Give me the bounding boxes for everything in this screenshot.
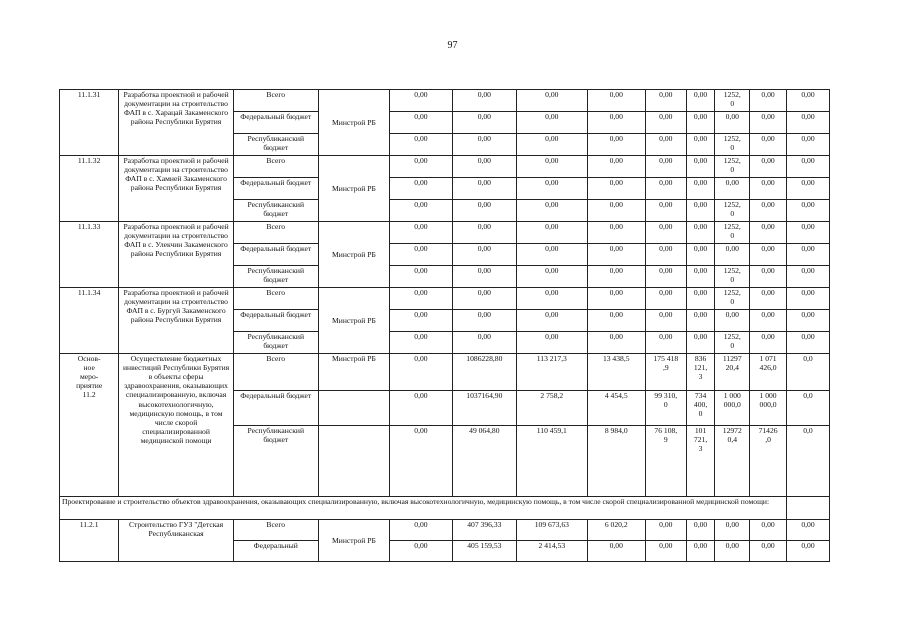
value-cell: 0,0 <box>786 426 829 497</box>
value-cell: 0,00 <box>645 520 686 541</box>
value-cell: 0,00 <box>750 332 787 354</box>
value-cell: 0,00 <box>645 266 686 288</box>
row-description: Осуществление бюджетных инвестиций Республики Бурятия в объекты сферы здравоохранения, оказывающих специализированную, включая высокотехнологичную, медицинскую помощь, в том числе скорой специализированной медицинской помощи <box>119 354 234 497</box>
section-heading: Проектирование и строительство объектов здравоохранения, оказывающих специализированную, включая высокотехнологичную, медицинскую помощь, в том числе скорой специализированной медицинской помощи: <box>60 497 787 520</box>
funding-source: Республиканский бюджет <box>233 134 318 156</box>
value-cell: 0,00 <box>645 112 686 134</box>
value-cell: 0,00 <box>587 541 645 562</box>
value-cell: 11297 20,4 <box>715 354 750 391</box>
value-cell: 101 721, 3 <box>686 426 715 497</box>
value-cell: 0,00 <box>517 288 588 310</box>
value-cell: 1252, 0 <box>715 222 750 244</box>
section-heading-empty <box>786 497 829 520</box>
row-number: 11.1.32 <box>60 156 119 222</box>
value-cell: 4 454,5 <box>587 391 645 426</box>
value-cell: 0,00 <box>390 200 452 222</box>
value-cell: 0,00 <box>686 156 715 178</box>
value-cell: 0,00 <box>517 332 588 354</box>
funding-source: Республиканский бюджет <box>233 200 318 222</box>
value-cell: 0,00 <box>645 244 686 266</box>
value-cell: 0,00 <box>645 310 686 332</box>
value-cell: 0,00 <box>587 288 645 310</box>
value-cell: 0,00 <box>686 222 715 244</box>
value-cell: 0,00 <box>390 266 452 288</box>
value-cell: 0,00 <box>786 200 829 222</box>
value-cell: 1252, 0 <box>715 200 750 222</box>
value-cell: 0,00 <box>645 156 686 178</box>
value-cell: 0,00 <box>452 112 516 134</box>
value-cell: 0,00 <box>517 266 588 288</box>
value-cell: 0,00 <box>390 541 452 562</box>
value-cell: 0,00 <box>587 134 645 156</box>
value-cell: 0,00 <box>750 90 787 112</box>
value-cell: 1252, 0 <box>715 134 750 156</box>
responsible-ministry: Минстрой РБ <box>318 90 390 156</box>
value-cell: 0,00 <box>750 200 787 222</box>
value-cell: 0,00 <box>750 178 787 200</box>
value-cell: 0,00 <box>452 310 516 332</box>
value-cell: 0,00 <box>686 134 715 156</box>
value-cell: 0,00 <box>587 244 645 266</box>
value-cell: 0,0 <box>786 391 829 426</box>
funding-source: Всего <box>233 354 318 391</box>
value-cell: 0,00 <box>786 288 829 310</box>
value-cell: 0,00 <box>517 222 588 244</box>
funding-source: Федеральный бюджет <box>233 112 318 134</box>
value-cell: 0,00 <box>715 520 750 541</box>
value-cell: 0,00 <box>517 134 588 156</box>
value-cell: 0,00 <box>587 90 645 112</box>
value-cell: 0,00 <box>786 541 829 562</box>
value-cell: 0,00 <box>390 222 452 244</box>
funding-source: Всего <box>233 288 318 310</box>
value-cell: 0,00 <box>686 112 715 134</box>
value-cell: 0,00 <box>390 310 452 332</box>
row-number: 11.1.34 <box>60 288 119 354</box>
value-cell: 0,00 <box>587 112 645 134</box>
value-cell: 109 673,63 <box>517 520 588 541</box>
value-cell: 0,00 <box>786 222 829 244</box>
value-cell: 0,00 <box>452 288 516 310</box>
value-cell: 0,00 <box>452 156 516 178</box>
value-cell: 0,00 <box>517 244 588 266</box>
value-cell: 0,00 <box>786 112 829 134</box>
funding-source: Всего <box>233 222 318 244</box>
value-cell: 0,00 <box>517 156 588 178</box>
value-cell: 0,00 <box>786 266 829 288</box>
value-cell: 0,00 <box>750 310 787 332</box>
value-cell: 0,00 <box>517 200 588 222</box>
value-cell: 0,00 <box>390 134 452 156</box>
value-cell: 1252, 0 <box>715 266 750 288</box>
value-cell: 0,00 <box>686 200 715 222</box>
funding-source: Федеральный бюджет <box>233 310 318 332</box>
value-cell: 0,00 <box>750 156 787 178</box>
row-description: Разработка проектной и рабочей документации на строительство ФАП в с. Улекчин Закаменского района Республики Бурятия <box>119 222 234 288</box>
table-row <box>60 222 830 244</box>
value-cell: 0,00 <box>587 178 645 200</box>
value-cell: 0,0 <box>786 354 829 391</box>
value-cell: 0,00 <box>686 90 715 112</box>
row-number: 11.1.33 <box>60 222 119 288</box>
responsible-ministry: Минстрой РБ <box>318 222 390 288</box>
value-cell: 1037164,90 <box>452 391 516 426</box>
row-number: 11.2.1 <box>60 520 119 562</box>
value-cell: 2 758,2 <box>517 391 588 426</box>
funding-source: Федеральный бюджет <box>233 391 318 426</box>
value-cell: 0,00 <box>587 222 645 244</box>
value-cell: 1252, 0 <box>715 288 750 310</box>
value-cell: 0,00 <box>645 541 686 562</box>
value-cell: 0,00 <box>686 520 715 541</box>
value-cell: 0,00 <box>686 244 715 266</box>
value-cell: 0,00 <box>686 541 715 562</box>
value-cell: 0,00 <box>686 332 715 354</box>
value-cell: 0,00 <box>750 520 787 541</box>
value-cell: 49 064,80 <box>452 426 516 497</box>
responsible-ministry: Минстрой РБ <box>318 520 390 562</box>
value-cell: 175 418 ,9 <box>645 354 686 391</box>
value-cell: 0,00 <box>786 520 829 541</box>
value-cell: 0,00 <box>750 288 787 310</box>
value-cell: 0,00 <box>587 266 645 288</box>
value-cell: 0,00 <box>587 310 645 332</box>
funding-source: Федеральный бюджет <box>233 178 318 200</box>
value-cell: 0,00 <box>390 178 452 200</box>
value-cell: 0,00 <box>452 332 516 354</box>
value-cell: 0,00 <box>645 90 686 112</box>
responsible-ministry: Минстрой РБ <box>318 354 390 391</box>
value-cell: 0,00 <box>715 178 750 200</box>
value-cell: 0,00 <box>390 112 452 134</box>
row-description: Разработка проектной и рабочей документации на строительство ФАП в с. Бургуй Закаменского района Республики Бурятия <box>119 288 234 354</box>
responsible-ministry-empty <box>318 426 390 497</box>
value-cell: 1252, 0 <box>715 90 750 112</box>
value-cell: 1 000 000,0 <box>750 391 787 426</box>
section-heading-row <box>60 497 830 520</box>
value-cell: 0,00 <box>517 178 588 200</box>
value-cell: 0,00 <box>452 266 516 288</box>
row-number: Основ- ное меро- приятие 11.2 <box>60 354 119 497</box>
value-cell: 6 020,2 <box>587 520 645 541</box>
value-cell: 0,00 <box>390 354 452 391</box>
value-cell: 1 071 426,0 <box>750 354 787 391</box>
value-cell: 0,00 <box>750 222 787 244</box>
value-cell: 1 000 000,0 <box>715 391 750 426</box>
funding-source: Республиканский бюджет <box>233 266 318 288</box>
value-cell: 13 438,5 <box>587 354 645 391</box>
responsible-ministry: Минстрой РБ <box>318 156 390 222</box>
row-number: 11.1.31 <box>60 90 119 156</box>
value-cell: 836 121, 3 <box>686 354 715 391</box>
value-cell: 0,00 <box>452 222 516 244</box>
value-cell: 0,00 <box>786 310 829 332</box>
row-description: Разработка проектной и рабочей документации на строительство ФАП в с. Хамней Закаменского района Республики Бурятия <box>119 156 234 222</box>
value-cell: 0,00 <box>452 178 516 200</box>
value-cell: 0,00 <box>786 90 829 112</box>
value-cell: 0,00 <box>517 310 588 332</box>
value-cell: 0,00 <box>686 266 715 288</box>
value-cell: 405 159,53 <box>452 541 516 562</box>
value-cell: 2 414,53 <box>517 541 588 562</box>
value-cell: 1252, 0 <box>715 332 750 354</box>
table-row <box>60 288 830 310</box>
value-cell: 0,00 <box>452 200 516 222</box>
value-cell: 0,00 <box>645 134 686 156</box>
value-cell: 0,00 <box>786 156 829 178</box>
funding-source: Республиканский бюджет <box>233 426 318 497</box>
row-description: Строительство ГУЗ "Детская Республиканская <box>119 520 234 562</box>
value-cell: 0,00 <box>390 244 452 266</box>
value-cell: 0,00 <box>715 541 750 562</box>
value-cell: 0,00 <box>390 288 452 310</box>
value-cell: 0,00 <box>686 310 715 332</box>
value-cell: 0,00 <box>786 178 829 200</box>
value-cell: 110 459,1 <box>517 426 588 497</box>
value-cell: 0,00 <box>786 134 829 156</box>
funding-source: Всего <box>233 90 318 112</box>
value-cell: 0,00 <box>587 156 645 178</box>
value-cell: 99 310, 0 <box>645 391 686 426</box>
value-cell: 76 108, 9 <box>645 426 686 497</box>
value-cell: 71426 ,0 <box>750 426 787 497</box>
value-cell: 0,00 <box>750 541 787 562</box>
value-cell: 113 217,3 <box>517 354 588 391</box>
value-cell: 734 400, 0 <box>686 391 715 426</box>
value-cell: 0,00 <box>645 178 686 200</box>
value-cell: 0,00 <box>452 244 516 266</box>
value-cell: 0,00 <box>390 332 452 354</box>
value-cell: 8 984,0 <box>587 426 645 497</box>
row-description: Разработка проектной и рабочей документации на строительство ФАП в с. Харацай Закаменского района Республики Бурятия <box>119 90 234 156</box>
page-number: 97 <box>447 40 458 51</box>
value-cell: 0,00 <box>587 332 645 354</box>
value-cell: 0,00 <box>645 222 686 244</box>
value-cell: 0,00 <box>452 90 516 112</box>
responsible-ministry-empty <box>318 391 390 426</box>
value-cell: 0,00 <box>645 332 686 354</box>
budget-table <box>59 89 830 562</box>
value-cell: 0,00 <box>715 244 750 266</box>
value-cell: 0,00 <box>645 288 686 310</box>
value-cell: 0,00 <box>786 244 829 266</box>
funding-source: Всего <box>233 520 318 541</box>
table-row <box>60 520 830 541</box>
value-cell: 0,00 <box>786 332 829 354</box>
value-cell: 0,00 <box>452 134 516 156</box>
value-cell: 0,00 <box>645 200 686 222</box>
value-cell: 407 396,33 <box>452 520 516 541</box>
funding-source: Всего <box>233 156 318 178</box>
table-row <box>60 90 830 112</box>
value-cell: 0,00 <box>750 244 787 266</box>
value-cell: 0,00 <box>517 90 588 112</box>
value-cell: 0,00 <box>686 288 715 310</box>
value-cell: 0,00 <box>390 391 452 426</box>
value-cell: 0,00 <box>390 90 452 112</box>
value-cell: 1252, 0 <box>715 156 750 178</box>
funding-source: Республиканский бюджет <box>233 332 318 354</box>
responsible-ministry: Минстрой РБ <box>318 288 390 354</box>
value-cell: 0,00 <box>750 134 787 156</box>
funding-source: Федеральный <box>233 541 318 562</box>
value-cell: 0,00 <box>750 112 787 134</box>
funding-source: Федеральный бюджет <box>233 244 318 266</box>
value-cell: 0,00 <box>390 520 452 541</box>
value-cell: 0,00 <box>517 112 588 134</box>
table-row <box>60 354 830 391</box>
value-cell: 0,00 <box>390 156 452 178</box>
value-cell: 0,00 <box>715 112 750 134</box>
value-cell: 1086228,80 <box>452 354 516 391</box>
table-row <box>60 156 830 178</box>
value-cell: 0,00 <box>715 310 750 332</box>
value-cell: 12972 0,4 <box>715 426 750 497</box>
value-cell: 0,00 <box>390 426 452 497</box>
value-cell: 0,00 <box>587 200 645 222</box>
value-cell: 0,00 <box>750 266 787 288</box>
value-cell: 0,00 <box>686 178 715 200</box>
